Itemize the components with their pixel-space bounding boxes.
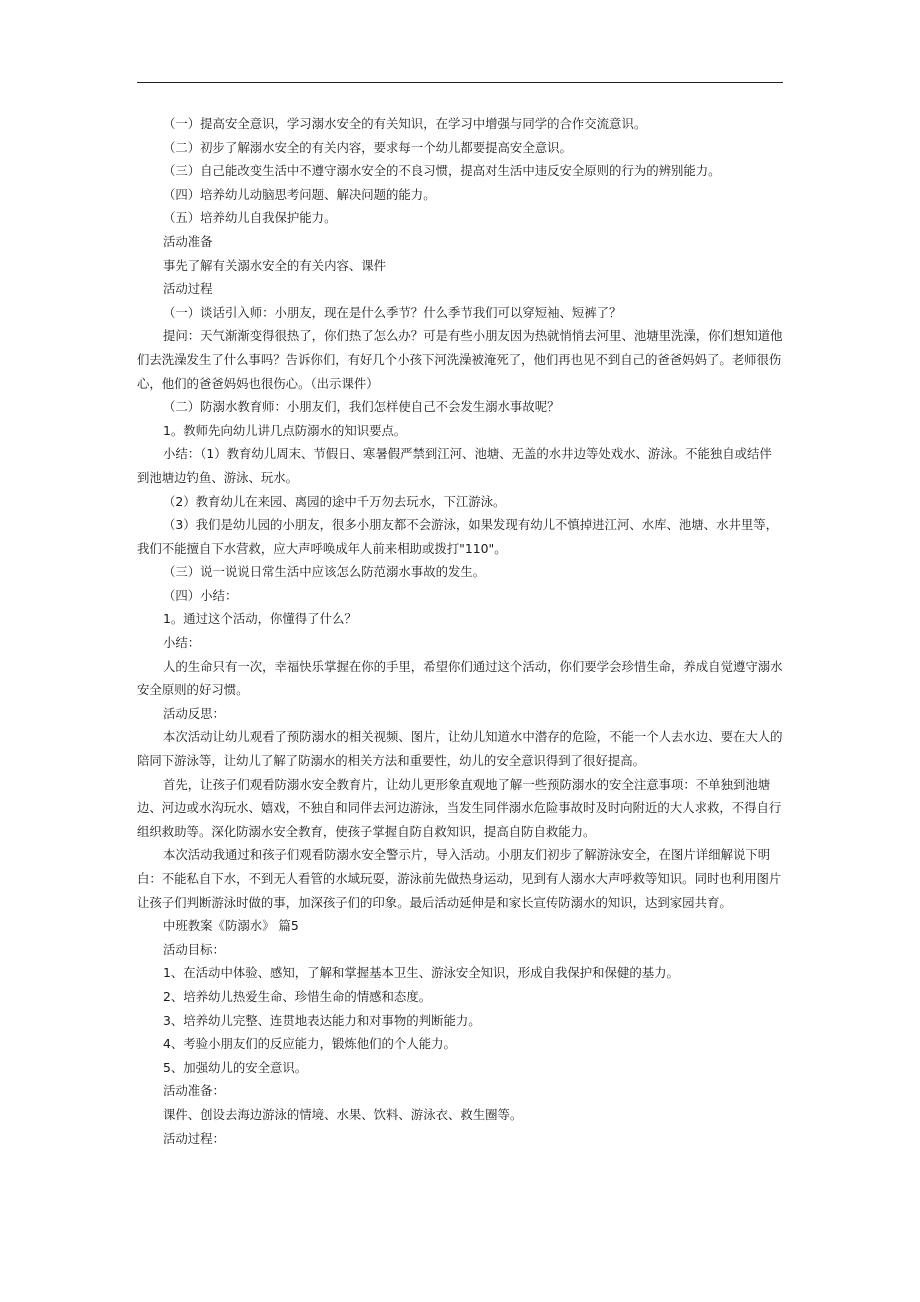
objective-1: （一）提高安全意识，学习溺水安全的有关知识，在学习中增强与同学的合作交流意识。: [163, 116, 647, 131]
goal-1: 1、在活动中体验、感知，了解和掌握基本卫生、游泳安全知识，形成自我保护和保健的基力。: [163, 965, 679, 981]
summary-item-2: （2）教育幼儿在来园、离园的途中千万勿去玩水，下江游泳。: [163, 493, 506, 509]
process-step-1: （一）谈话引入师：小朋友，现在是什么季节？什么季节我们可以穿短袖、短裤了？: [163, 304, 622, 320]
preparation-text-2: 课件、创设去海边游泳的情境、水果、饮料、游泳衣、救生圈等。: [163, 1106, 523, 1122]
process-step-2: （二）防溺水教育师：小朋友们，我们怎样使自己不会发生溺水事故呢？: [163, 399, 560, 415]
objective-3: （三）自己能改变生活中不遵守溺水安全的不良习惯，提高对生活中违反安全原则的行为的辨别能力。: [163, 163, 721, 179]
section-heading-process: 活动过程: [163, 281, 213, 297]
preparation-text: 事先了解有关溺水安全的有关内容、课件: [163, 257, 387, 273]
summary-item-1: 小结：（1）教育幼儿周末、节假日、寒暑假严禁到江河、池塘、无盖的水井边等处戏水、游泳。不能独自或结伴到池塘边钓鱼、游泳、玩水。: [137, 446, 772, 485]
section-heading-preparation-2: 活动准备：: [163, 1083, 225, 1099]
section-heading-goals: 活动目标：: [163, 941, 225, 957]
section-heading-process-2: 活动过程：: [163, 1130, 225, 1146]
summary-label: 小结：: [163, 635, 201, 651]
goal-5: 5、加强幼儿的安全意识。: [163, 1059, 308, 1075]
process-question-2: 1。通过这个活动，你懂得了什么？: [163, 611, 357, 627]
objective-5: （五）培养幼儿自我保护能力。: [163, 210, 337, 226]
section-heading-reflection: 活动反思：: [163, 705, 225, 721]
summary-item-3: （3）我们是幼儿园的小朋友，很多小朋友都不会游泳，如果发现有幼儿不慎掉进江河、水库、池塘、水井里等，我们不能擅自下水营救，应大声呼唤成年人前来相助或拨打"110"。: [137, 517, 779, 556]
goal-2: 2、培养幼儿热爱生命、珍惜生命的情感和态度。: [163, 988, 432, 1004]
lesson-title: 中班教案《防溺水》 篇5: [163, 918, 299, 934]
process-step-3: （三）说一说说日常生活中应该怎么防范溺水事故的发生。: [163, 564, 486, 580]
reflection-para-1: 本次活动让幼儿观看了预防溺水的相关视频、图片，让幼儿知道水中潜存的危险，不能一个人去水边、要在大人的陪同下游泳等，让幼儿了解了防溺水的相关方法和重要性，幼儿的安全意识得到了很好提高。: [137, 729, 783, 769]
objective-4: （四）培养幼儿动脑思考问题、解决问题的能力。: [163, 186, 436, 202]
reflection-para-3: 本次活动我通过和孩子们观看防溺水安全警示片，导入活动。小朋友们初步了解游泳安全，在图片详细解说下明白：不能私自下水，不到无人看管的水域玩耍，游泳前先做热身运动，见到有人溺水大声呼救等知识。同时也利用图片让孩子们判断游泳时做的事，加深孩子们的印象。最后活动延伸是和家长宣传防溺水的知识，达到家园共育。: [137, 847, 782, 910]
goal-3: 3、培养幼儿完整、连贯地表达能力和对事物的判断能力。: [163, 1012, 481, 1028]
process-point-1: 1。教师先向幼儿讲几点防溺水的知识要点。: [163, 422, 407, 438]
header-rule: [137, 82, 783, 83]
summary-conclusion: 人的生命只有一次，幸福快乐掌握在你的手里，希望你们通过这个活动，你们要学会珍惜生命，养成自觉遵守溺水安全原则的好习惯。: [137, 658, 783, 698]
objective-2: （二）初步了解溺水安全的有关内容，要求每一个幼儿都要提高安全意识。: [163, 139, 572, 155]
reflection-para-2: 首先，让孩子们观看防溺水安全教育片，让幼儿更形象直观地了解一些预防溺水的安全注意事项：不单独到池塘边、河边或水沟玩水、嬉戏，不独自和同伴去河边游泳，当发生同伴溺水危险事故时及时向附近的大人求救，不得自行组织救助等。深化防溺水安全教育，使孩子掌握自防自救知识，提高自防自救能力。: [137, 776, 782, 839]
document-body: [137, 112, 783, 1150]
section-heading-preparation: 活动准备: [163, 233, 213, 249]
process-step-4: （四）小结：: [163, 587, 238, 603]
process-question: 提问：天气渐渐变得很热了，你们热了怎么办？可是有些小朋友因为热就悄悄去河里、池塘里洗澡，你们想知道他们去洗澡发生了什么事吗？告诉你们，有好几个小孩下河洗澡被淹死了，他们再也见不到自己的爸爸妈妈了。老师很伤心，他们的爸爸妈妈也很伤心。（出示课件）: [137, 328, 783, 391]
goal-4: 4、考验小朋友们的反应能力，锻炼他们的个人能力。: [163, 1036, 456, 1052]
